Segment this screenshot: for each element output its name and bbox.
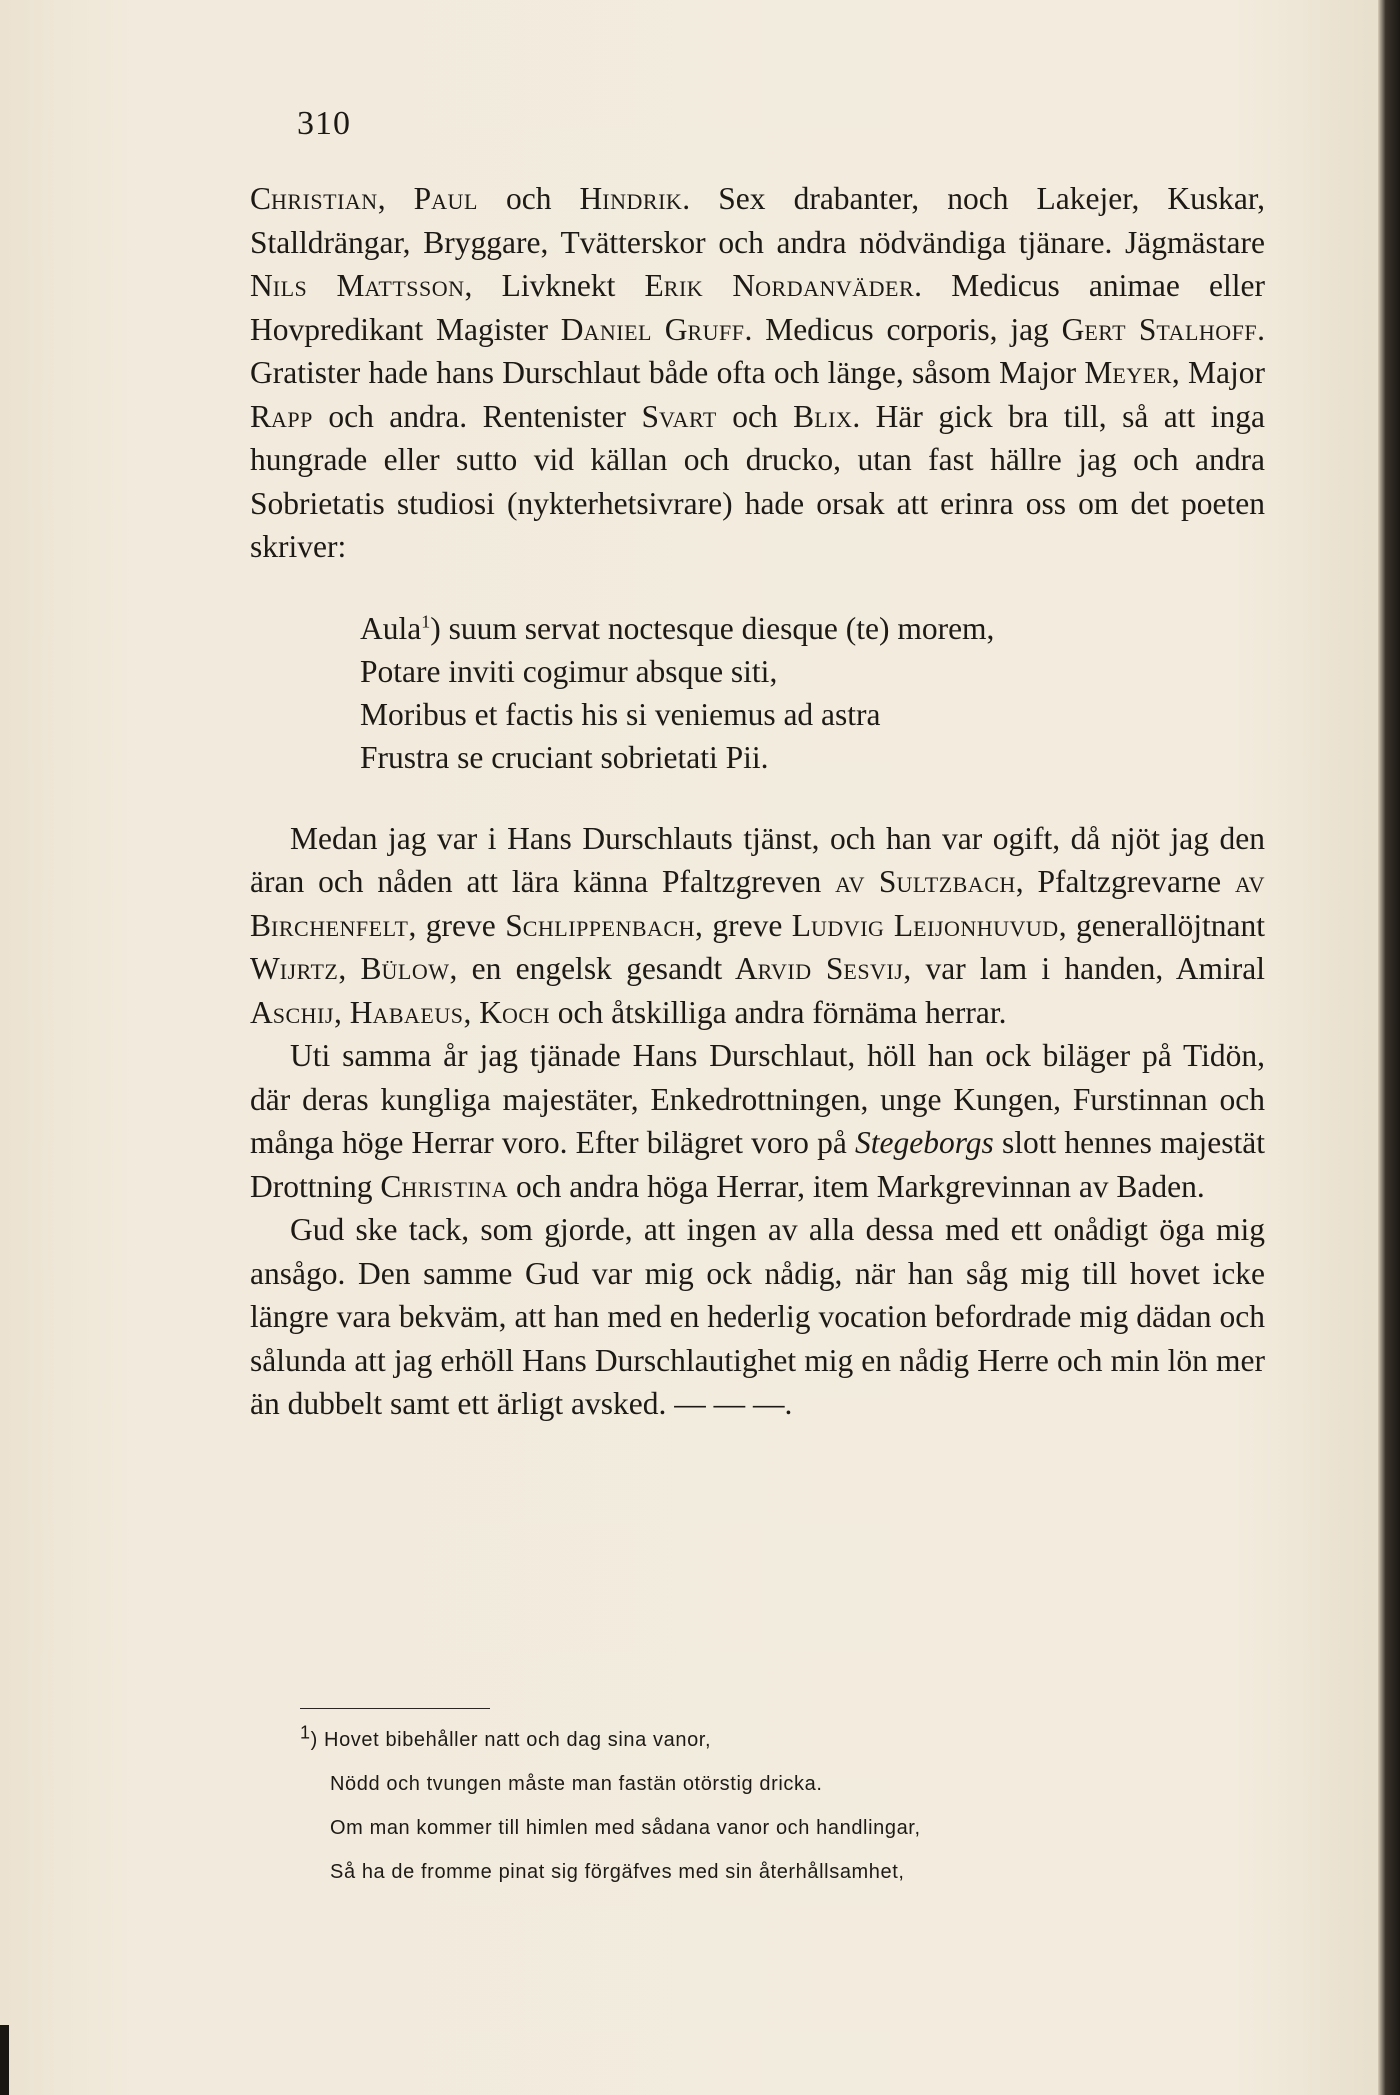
paragraph-1: Christian, Paul och Hindrik. Sex drabanter, noch Lakejer, Kuskar, Stalldrängar, Bryggare, Tvätterskor och andra nödvändiga tjänare. Jägmästare Nils Mattsson, Livknekt Erik Nordanväder. Medicus animae eller Hovpredikant Magister Daniel Gruff. Medicus corporis, jag Gert Stalhoff. Gratister hade hans Durschlaut både ofta och länge, såsom Major Meyer, Major Rapp och andra. Rentenister Svart och Blix. Här gick bra till, så att inga hungrade eller sutto vid källan och drucko, utan fast hällre jag och andra Sobrietatis studiosi (nykterhetsivrare) hade orsak att erinra oss om det poeten skriver:	[250, 181, 1266, 564]
latin-verse	[360, 607, 1265, 779]
paragraph-3: Uti samma år jag tjänade Hans Durschlaut, höll han ock biläger på Tidön, där deras kungliga majestäter, Enkedrottningen, unge Kungen, Furstinnan och många höge Herrar voro. Efter bilägret voro på Stegeborgs slott hennes majestät Drottning Christina och andra höga Herrar, item Markgrevinnan av Baden.	[250, 1038, 1265, 1204]
paragraph-4: Gud ske tack, som gjorde, att ingen av alla dessa med ett onådigt öga mig ansågo. Den samme Gud var mig ock nådig, när han såg mig till hovet icke längre vara bekväm, att han med en hederlig vocation befordrade mig dädan och sålunda att jag erhöll Hans Durschlautighet mig en nådig Herre och min lön mer än dubbelt samt ett ärligt avsked. — — —.	[250, 1212, 1265, 1421]
verse-line: Potare inviti cogimur absque siti,	[360, 653, 778, 689]
paragraph-2: Medan jag var i Hans Durschlauts tjänst, och han var ogift, då njöt jag den äran och nåden att lära känna Pfaltzgreven av Sultzbach, Pfaltzgrevarne av Birchenfelt, greve Schlippenbach, greve Ludvig Leijonhuvud, generallöjtnant Wijrtz, Bülow, en engelsk gesandt Arvid Sesvij, var lam i handen, Amiral Aschij, Habaeus, Koch och åtskilliga andra förnäma herrar.	[250, 820, 1266, 1030]
verse-line: Frustra se cruciant sobrietati Pii.	[360, 739, 769, 775]
page-edge-shadow	[1378, 0, 1400, 2095]
footnote-divider	[300, 1708, 490, 1709]
footnote-line: Om man kommer till himlen med sådana vanor och handlingar,	[330, 1817, 921, 1839]
footnote-reference[interactable]: 1	[421, 611, 431, 631]
footnote-line: Nödd och tvungen måste man fastän otörstig dricka.	[330, 1773, 823, 1795]
footnote	[300, 1718, 1250, 1894]
footnote-line: $^1$) Hovet bibehåller natt och dag sina vanor,	[300, 1722, 712, 1751]
verse-line: Aula$^1$) suum servat noctesque diesque (te) morem,	[360, 610, 995, 646]
footnote-line: Så ha de fromme pinat sig förgäfves med sin återhållsamhet,	[330, 1861, 905, 1883]
page-number: 310	[297, 105, 351, 142]
verse-line: Moribus et factis his si veniemus ad astra	[360, 696, 881, 732]
page-edge-mark	[0, 2025, 9, 2095]
footnote-mark: 1	[300, 1722, 311, 1743]
main-text	[250, 177, 1265, 1426]
